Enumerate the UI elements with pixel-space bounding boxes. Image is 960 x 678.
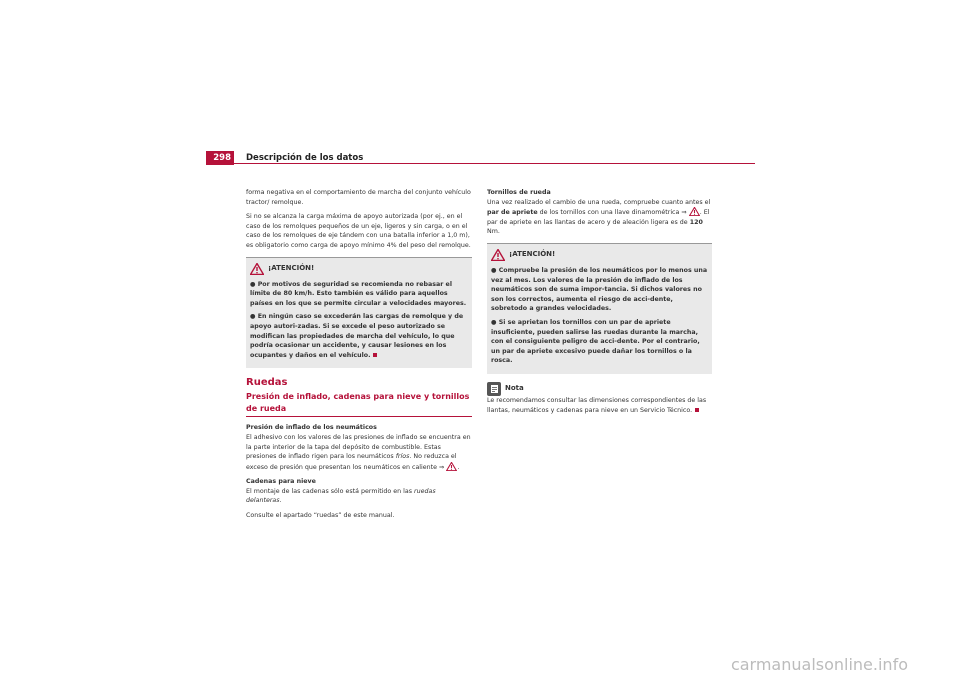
subheading: Cadenas para nieve — [246, 478, 316, 486]
paragraph: Una vez realizado el cambio de una rueda, compruebe cuanto antes el par de apriete de los tornillos con una llave dinamométrica ⇒ . El par de apriete en las llantas de acero y de aleación ligera es de 120 Nm. — [487, 198, 711, 236]
warning-item: ● Por motivos de seguridad se recomienda no rebasar el límite de 80 km/h. Esto también es válido para aquellos países en los que se permite circular a velocidades mayores. — [250, 280, 467, 307]
paragraph: Le recomendamos consultar las dimensiones correspondientes de las llantas, neumáticos y cadenas para nieve en un Servicio Técnico. — [487, 396, 707, 414]
section-title: Ruedas — [246, 377, 288, 389]
watermark: carmanualsonline.info — [730, 655, 908, 674]
page-header-title: Descripción de los datos — [246, 153, 364, 163]
page-number: 298 — [206, 151, 234, 165]
note-icon — [487, 382, 501, 396]
note-title: Nota — [505, 384, 524, 393]
subsection-title: Presión de inflado, cadenas para nieve y tornillos de rueda — [246, 391, 472, 417]
warning-item: ● Compruebe la presión de los neumáticos por lo menos una vez al mes. Los valores de la presión de inflado de los neumáticos son de suma impor-tancia. Si dichos valores no son los correctos, aumenta el riesgo de acci-dente, sobretodo a grandes velocidades. — [491, 266, 708, 313]
warning-icon — [250, 263, 264, 275]
warning-icon — [689, 207, 700, 216]
subheading: Presión de inflado de los neumáticos — [246, 424, 377, 432]
note-heading — [487, 382, 712, 396]
paragraph: forma negativa en el comportamiento de marcha del conjunto vehículo tractor/ remolque. — [246, 189, 471, 206]
paragraph: El adhesivo con los valores de las presiones de inflado se encuentra en la parte interior de la tapa del depósito de combustible. Estas presiones de inflado rigen para los neumáticos fríos. No reduzca el exceso de presión que presentan los neumáticos en caliente ⇒ . — [246, 433, 471, 471]
end-mark-icon — [695, 408, 699, 412]
warning-box — [487, 243, 712, 374]
subheading: Tornillos de rueda — [487, 189, 551, 196]
paragraph: Consulte el apartado “ruedas” de este manual. — [246, 512, 395, 520]
end-mark-icon — [373, 353, 377, 357]
left-column — [246, 188, 472, 526]
warning-item: ● Si se aprietan los tornillos con un par de apriete insuficiente, pueden salirse las ruedas durante la marcha, con el consiguiente peligro de acci-dente. Por el contrario, un par de apriete excesivo puede dañar los tornillos o la rosca. — [491, 318, 700, 365]
warning-item: ● En ningún caso se excederán las cargas de remolque y de apoyo autori-zadas. Si se excede el peso autorizado se modifican las propiedades de marcha del vehículo, lo que podría ocasionar un accidente, y causar lesiones en los ocupantes y daños en el vehículo. — [250, 313, 464, 359]
header-rule — [206, 163, 755, 164]
warning-icon — [446, 462, 457, 471]
warning-title: ¡ATENCIÓN! — [268, 263, 315, 272]
warning-box — [246, 257, 472, 369]
paragraph: El montaje de las cadenas sólo está permitido en las ruedas delanteras. — [246, 487, 436, 505]
warning-icon — [491, 249, 505, 261]
paragraph: Si no se alcanza la carga máxima de apoyo autorizada (por ej., en el caso de los remolques pequeños de un eje, ligeros y sin carga, o en el caso de los remolques de eje tándem con una batalla inferior a 1,0 m), es obligatorio como carga de apoyo mínimo 4% del peso del remolque. — [246, 213, 471, 249]
warning-title: ¡ATENCIÓN! — [509, 250, 556, 259]
right-column — [487, 188, 712, 420]
